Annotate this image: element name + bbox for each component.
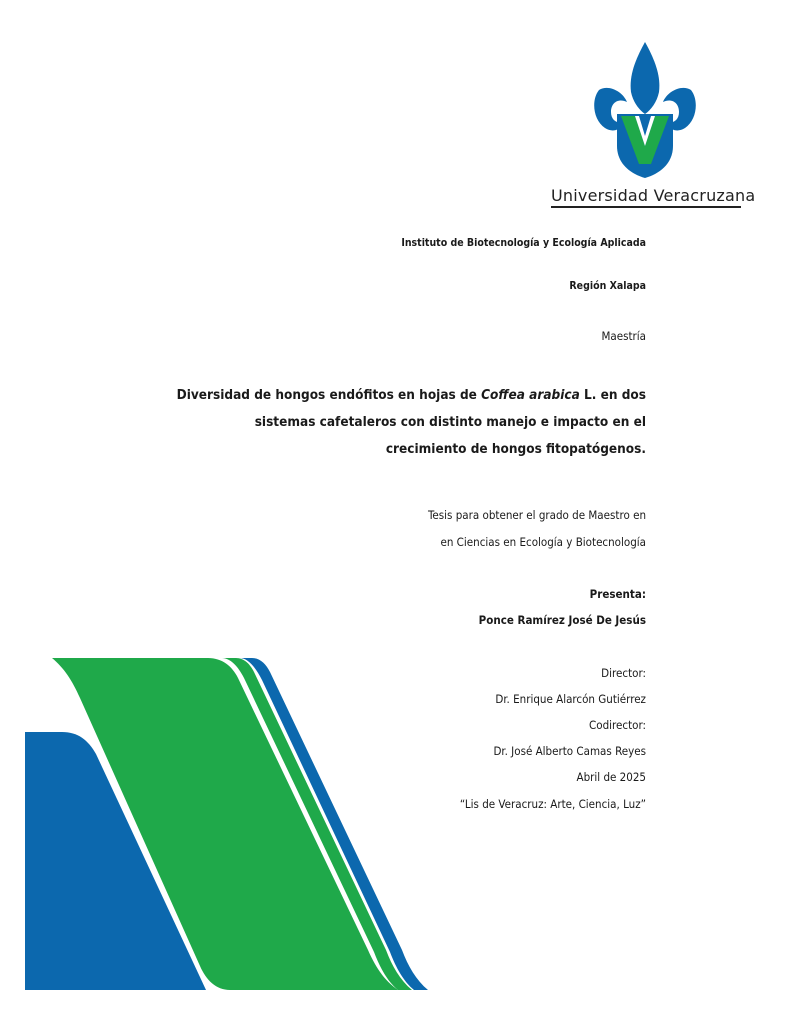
title-line-3: crecimiento de hongos fitopatógenos.: [385, 441, 646, 457]
university-name: Universidad Veracruzana: [551, 186, 756, 205]
thesis-title: [177, 382, 646, 463]
presenter-label: Presenta:: [589, 587, 646, 601]
university-logo: [545, 40, 756, 212]
director-name: Dr. Enrique Alarcón Gutiérrez: [495, 692, 646, 706]
program-name: Maestría: [601, 329, 646, 343]
presenter-name: Ponce Ramírez José De Jesús: [478, 613, 646, 627]
title-line-1: Diversidad de hongos endófitos en hojas de Coffea arabica L. en dos: [176, 387, 646, 403]
region-name: Región Xalapa: [569, 280, 646, 292]
director-label: Director:: [601, 666, 646, 680]
codirector-name: Dr. José Alberto Camas Reyes: [493, 744, 646, 758]
decorative-waves: [0, 650, 460, 1024]
date: Abril de 2025: [576, 770, 646, 784]
institute-name: Instituto de Biotecnología y Ecología Aplicada: [401, 237, 646, 249]
thesis-purpose-line-2: en Ciencias en Ecología y Biotecnología: [440, 535, 646, 549]
motto: “Lis de Veracruz: Arte, Ciencia, Luz”: [459, 797, 646, 811]
thesis-purpose-line-1: Tesis para obtener el grado de Maestro en: [428, 508, 646, 522]
university-name-underline: [551, 206, 741, 208]
lis-de-veracruz-icon: [591, 40, 699, 180]
title-line-2: sistemas cafetaleros con distinto manejo e impacto en el: [254, 414, 646, 430]
codirector-label: Codirector:: [589, 718, 646, 732]
